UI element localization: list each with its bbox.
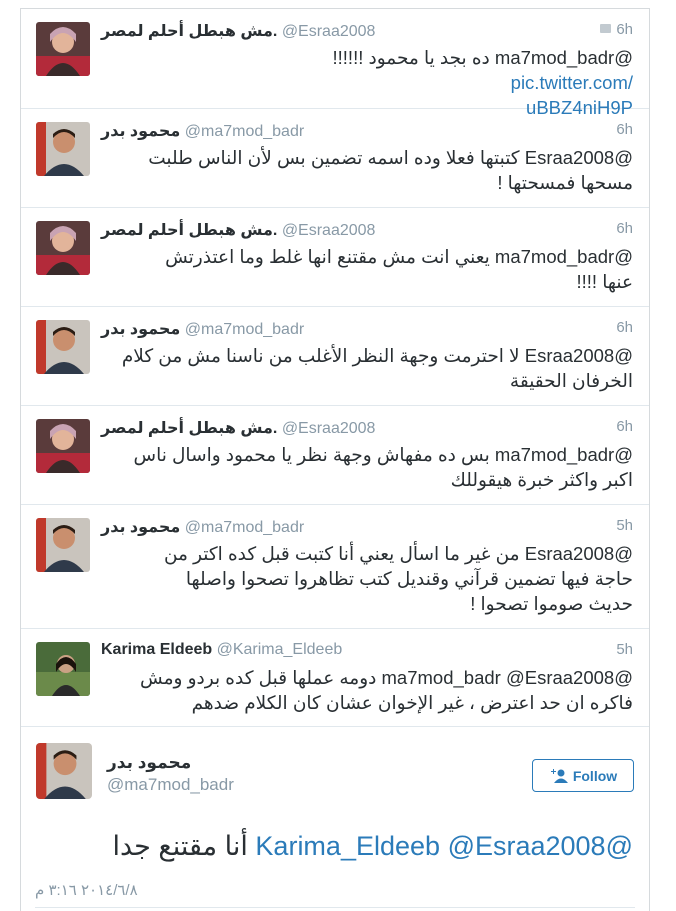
expanded-tweet bbox=[21, 727, 649, 911]
author-handle[interactable]: @ma7mod_badr bbox=[184, 321, 305, 338]
conversation-timeline bbox=[20, 8, 650, 911]
tweet-text-line: @Esraa2008 كتبتها فعلا وده اسمه تضمين بس لأن الناس طلبت bbox=[148, 147, 633, 168]
add-user-icon bbox=[549, 768, 569, 784]
tweet-text-line: @ma7mod_badr ده بجد يا محمود !!!!!! bbox=[332, 47, 633, 68]
tweet-time[interactable]: 6h bbox=[616, 319, 633, 336]
author-handle[interactable]: @Esraa2008 bbox=[281, 23, 376, 40]
author-name[interactable]: محمود بدر @ma7mod_badr bbox=[101, 519, 305, 536]
avatar-esraa[interactable] bbox=[36, 419, 90, 473]
tweet-text bbox=[101, 541, 633, 616]
follow-label: Follow bbox=[572, 767, 618, 784]
author-handle[interactable]: @ma7mod_badr bbox=[107, 775, 234, 794]
expanded-tweet-text bbox=[99, 831, 633, 862]
tweet-timestamp[interactable]: ٢٠١٤/٦/٨ ٣:١٦ م bbox=[35, 882, 138, 899]
avatar-badr[interactable] bbox=[36, 320, 90, 374]
tweet-time[interactable]: 6h bbox=[616, 220, 633, 237]
tweet-text-line: @Esraa2008 لا احترمت وجهة النظر الأغلب من ناسنا مش من كلام bbox=[121, 345, 633, 366]
tweet-time[interactable]: 6h bbox=[600, 21, 633, 38]
tweet-item[interactable] bbox=[21, 307, 649, 406]
tweet-media-link[interactable]: pic.twitter.com/ bbox=[510, 72, 633, 93]
author-name[interactable]: Karima Eldeeb @Karima_Eldeeb bbox=[101, 641, 343, 658]
author-name[interactable]: محمود بدر @ma7mod_badr bbox=[101, 123, 305, 140]
avatar-badr[interactable] bbox=[36, 743, 92, 799]
avatar-badr[interactable] bbox=[36, 122, 90, 176]
divider bbox=[35, 907, 635, 908]
tweet-text-line: @ma7mod_badr يعني انت مش مقتنع انها غلط وما اعتذرتش bbox=[165, 246, 633, 267]
tweet-text bbox=[101, 442, 633, 492]
tweet-time[interactable]: 5h bbox=[616, 517, 633, 534]
tweet-header bbox=[101, 21, 633, 41]
author-name[interactable]: مش هبطل أحلم لمصر. @Esraa2008 bbox=[101, 222, 376, 239]
tweet-text-line: مسحها فمسحتها ! bbox=[497, 172, 633, 193]
tweet-text-line: @ma7mod_badr بس ده مفهاش وجهة نظر يا محمود واسال ناس bbox=[133, 444, 633, 465]
tweet-item[interactable] bbox=[21, 505, 649, 629]
tweet-time[interactable]: 5h bbox=[616, 641, 633, 658]
expanded-text: @Karima_Eldeeb @Esraa2008 أنا مقتنع جدا bbox=[112, 831, 633, 861]
tweet-item[interactable] bbox=[21, 629, 649, 727]
tweet-text-line: حديث صوموا تصحوا ! bbox=[470, 593, 633, 614]
tweet-text-line: عنها !!!! bbox=[576, 271, 633, 292]
tweet-text-line: حاجة فيها تضمين قرآني وقنديل كتب تظاهروا تصحوا واصلها bbox=[185, 568, 633, 589]
tweet-item[interactable] bbox=[21, 208, 649, 307]
tweet-text-line: @ma7mod_badr @Esraa2008 دومه عملها قبل كده بردو ومش bbox=[140, 667, 633, 688]
author-handle[interactable]: @ma7mod_badr bbox=[184, 519, 305, 536]
tweet-text-line: اكبر واكثر خبرة هيقوللك bbox=[450, 469, 633, 490]
avatar-esraa[interactable] bbox=[36, 221, 90, 275]
tweet-text bbox=[101, 244, 633, 294]
photo-icon bbox=[600, 24, 611, 33]
follow-button[interactable] bbox=[532, 759, 634, 792]
tweet-header bbox=[101, 220, 633, 240]
tweet-header bbox=[101, 418, 633, 438]
avatar-karima[interactable] bbox=[36, 642, 90, 696]
tweet-time[interactable]: 6h bbox=[616, 121, 633, 138]
author-name[interactable]: محمود بدر @ma7mod_badr bbox=[101, 321, 305, 338]
avatar-badr[interactable] bbox=[36, 518, 90, 572]
author-name[interactable]: مش هبطل أحلم لمصر. @Esraa2008 bbox=[101, 23, 376, 40]
tweet-time[interactable]: 6h bbox=[616, 418, 633, 435]
author-name[interactable]: مش هبطل أحلم لمصر. @Esraa2008 bbox=[101, 420, 376, 437]
tweet-text bbox=[101, 343, 633, 393]
tweet-text-line: الخرفان الحقيقة bbox=[509, 370, 633, 391]
tweet-item[interactable] bbox=[21, 406, 649, 505]
author-handle[interactable]: @Esraa2008 bbox=[281, 222, 376, 239]
tweet-text bbox=[101, 145, 633, 195]
author-handle[interactable]: @ma7mod_badr bbox=[184, 123, 305, 140]
tweet-text-line: @Esraa2008 من غير ما اسأل يعني أنا كتبت قبل كده اكتر من bbox=[163, 543, 633, 564]
tweet-header bbox=[101, 641, 633, 661]
tweet-item[interactable] bbox=[21, 9, 649, 118]
author-handle[interactable]: @Esraa2008 bbox=[281, 420, 376, 437]
avatar-esraa[interactable] bbox=[36, 22, 90, 76]
tweet-text-line: فاكره ان حد اعترض ، غير الإخوان عشان كان الكلام ضدهم bbox=[191, 692, 633, 713]
tweet-item[interactable] bbox=[21, 109, 649, 208]
tweet-text bbox=[101, 665, 633, 715]
author-handle[interactable]: @Karima_Eldeeb bbox=[216, 641, 343, 658]
tweet-media-link-tail[interactable]: uBBZ4niH9P bbox=[526, 97, 633, 118]
tweet-header bbox=[101, 517, 633, 537]
tweet-header bbox=[101, 319, 633, 339]
tweet-header bbox=[101, 121, 633, 141]
author-name[interactable]: محمود بدر bbox=[107, 753, 192, 772]
